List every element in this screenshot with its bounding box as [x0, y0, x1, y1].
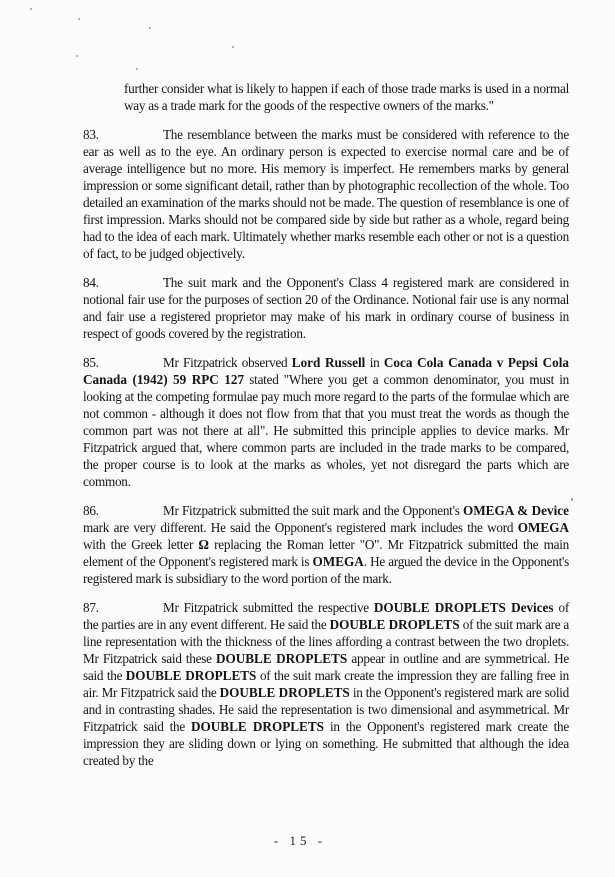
paragraph-83	[83, 126, 569, 262]
scan-speck	[571, 498, 573, 501]
paragraph-86	[83, 502, 569, 587]
paragraph-number: 83.	[83, 127, 99, 142]
paragraphs	[83, 126, 569, 769]
paragraph-number: 84.	[83, 275, 99, 290]
scan-speck	[78, 18, 80, 20]
paragraph-text: The suit mark and the Opponent's Class 4 registered mark are considered in notional fair use for the purposes of section 20 of the Ordinance. Notional fair use is any normal and fair use a registered proprietor may make of his mark in ordinary course of business in respect of goods covered by the registration.	[83, 275, 569, 341]
scan-speck	[136, 68, 138, 70]
paragraph-number: 86.	[83, 503, 99, 518]
scan-speck	[76, 55, 78, 57]
scan-speck	[149, 27, 151, 29]
block-quote: further consider what is likely to happen if each of those trade marks is used in a normal way as a trade mark for the goods of the respective owners of the marks."	[124, 81, 569, 113]
paragraph-85	[83, 354, 569, 490]
scan-speck	[232, 46, 234, 48]
paragraph-text: Mr Fitzpatrick submitted the respective DOUBLE DROPLETS Devices of the parties are in any event different. He said the DOUBLE DROPLETS of the suit mark are a line representation with the thickness of the lines affording a contrast between the two droplets. Mr Fitzpatrick said these DOUBLE DROPLETS appear in outline and are symmetrical. He said the DOUBLE DROPLETS of the suit mark create the impression they are falling free in air. Mr Fitzpatrick said the DOUBLE DROPLETS in the Opponent's registered mark are solid and in contrasting shades. He said the representation is two dimensional and asymmetrical. Mr Fitzpatrick said the DOUBLE DROPLETS in the Opponent's registered mark create the impression they are sliding down or lying on something. He submitted that although the idea created by the	[83, 600, 570, 768]
scan-speck	[30, 8, 32, 10]
page-number: - 15 -	[273, 833, 327, 848]
paragraph-text: The resemblance between the marks must be considered with reference to the ear as well as to the eye. An ordinary person is expected to exercise normal care and be of average intelligence but no more. His memory is imperfect. He remembers marks by general impression or some significant detail, rather than by photographic recollection of the whole. Too detailed an examination of the marks should not be made. The question of resemblance is one of first impression. Marks should not be compared side by side but rather as a whole, regard being had to the idea of each mark. Ultimately whether marks resemble each other or not is a question of fact, to be judged objectively.	[83, 127, 569, 261]
paragraph-87	[83, 599, 569, 769]
document-body	[83, 80, 569, 781]
paragraph-number: 85.	[83, 355, 99, 370]
paragraph-text: Mr Fitzpatrick observed Lord Russell in Coca Cola Canada v Pepsi Cola Canada (1942) 59 RPC 127 stated "Where you get a common denominator, you must in looking at the competing formulae pay much more regard to the parts of the formulae which are not common - although it does not flow from that that you must treat the words as though the common part was not there at all". He submitted this principle applies to device marks. Mr Fitzpatrick argued that, where common parts are included in the trade marks to be compared, the proper course is to look at the marks as wholes, yet not disregard the parts which are common.	[83, 355, 569, 489]
paragraph-84	[83, 274, 569, 342]
paragraph-text: Mr Fitzpatrick submitted the suit mark and the Opponent's OMEGA & Device mark are very different. He said the Opponent's registered mark includes the word OMEGA with the Greek letter Ω replacing the Roman letter "O". Mr Fitzpatrick submitted the main element of the Opponent's registered mark is OMEGA. He argued the device in the Opponent's registered mark is subsidiary to the word portion of the mark.	[83, 503, 569, 586]
paragraph-number: 87.	[83, 600, 99, 615]
